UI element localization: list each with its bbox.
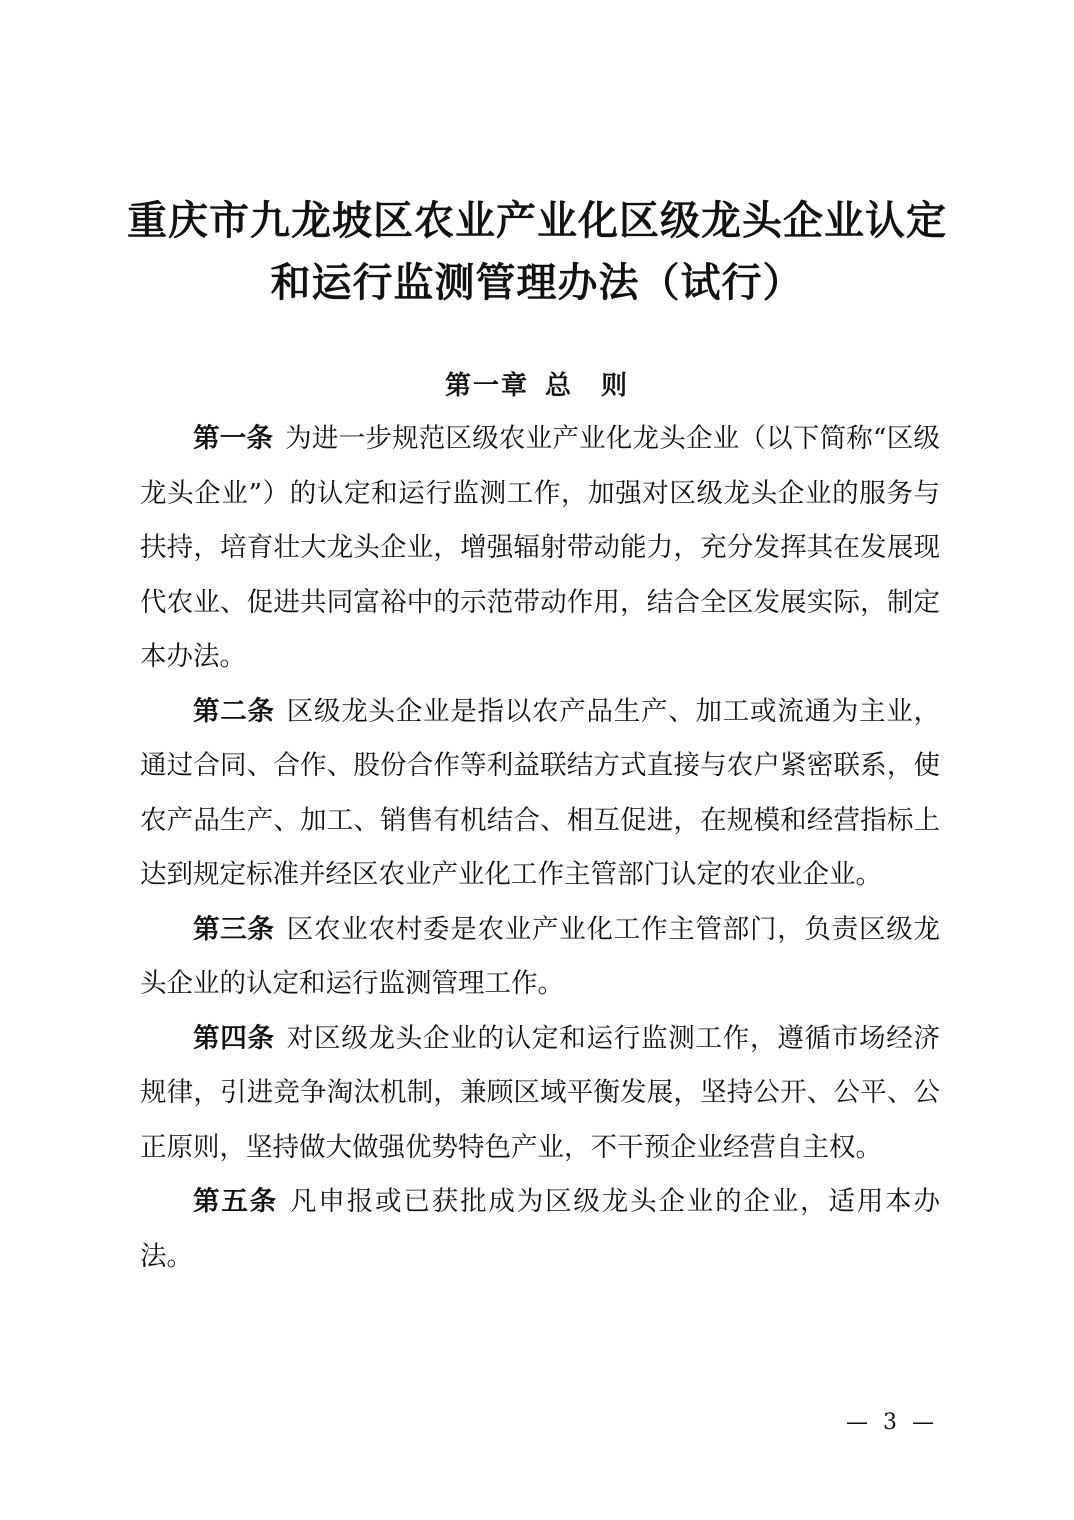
article-text: 凡申报或已获批成为区级龙头企业的企业，适用本办法。 <box>140 1186 941 1272</box>
article-heading: 第一条 <box>193 423 274 454</box>
title-line-1: 重庆市九龙坡区农业产业化区级龙头企业认定 <box>127 198 947 244</box>
article-2 <box>140 685 940 903</box>
article-3 <box>140 903 940 1012</box>
chapter-label: 第一章 <box>444 371 529 401</box>
article-4 <box>140 1012 940 1176</box>
chapter-heading <box>0 366 1074 406</box>
page-number: — 3 — <box>846 1410 938 1435</box>
article-text: 对区级龙头企业的认定和运行监测工作，遵循市场经济规律，引进竞争淘汰机制，兼顾区域平衡发展，坚持公开、公平、公正原则，坚持做大做强优势特色产业，不干预企业经营自主权。 <box>140 1022 940 1163</box>
document-body <box>140 412 940 1284</box>
document-title <box>100 190 974 314</box>
article-heading: 第三条 <box>193 913 275 945</box>
article-text: 区农业农村委是农业产业化工作主管部门，负责区级龙头企业的认定和运行监测管理工作。 <box>140 913 940 999</box>
article-text: 为进一步规范区级农业产业化龙头企业（以下简称“区级龙头企业”）的认定和运行监测工作，加强对区级龙头企业的服务与扶持，培育壮大龙头企业，增强辐射带动能力，充分发挥其在发展现代农业、促进共同富裕中的示范带动作用，结合全区发展实际，制定本办法。 <box>140 423 940 672</box>
article-heading: 第四条 <box>193 1022 275 1054</box>
article-text: 区级龙头企业是指以农产品生产、加工或流通为主业，通过合同、合作、股份合作等利益联结方式直接与农户紧密联系，使农产品生产、加工、销售有机结合、相互促进，在规模和经营指标上达到规定标准并经区农业产业化工作主管部门认定的农业企业。 <box>140 695 940 890</box>
article-heading: 第二条 <box>193 695 275 727</box>
chapter-name: 总 则 <box>545 371 630 401</box>
article-5 <box>140 1175 940 1284</box>
article-1 <box>140 412 940 685</box>
title-line-2: 和运行监测管理办法（试行） <box>270 260 804 306</box>
article-heading: 第五条 <box>193 1186 279 1217</box>
